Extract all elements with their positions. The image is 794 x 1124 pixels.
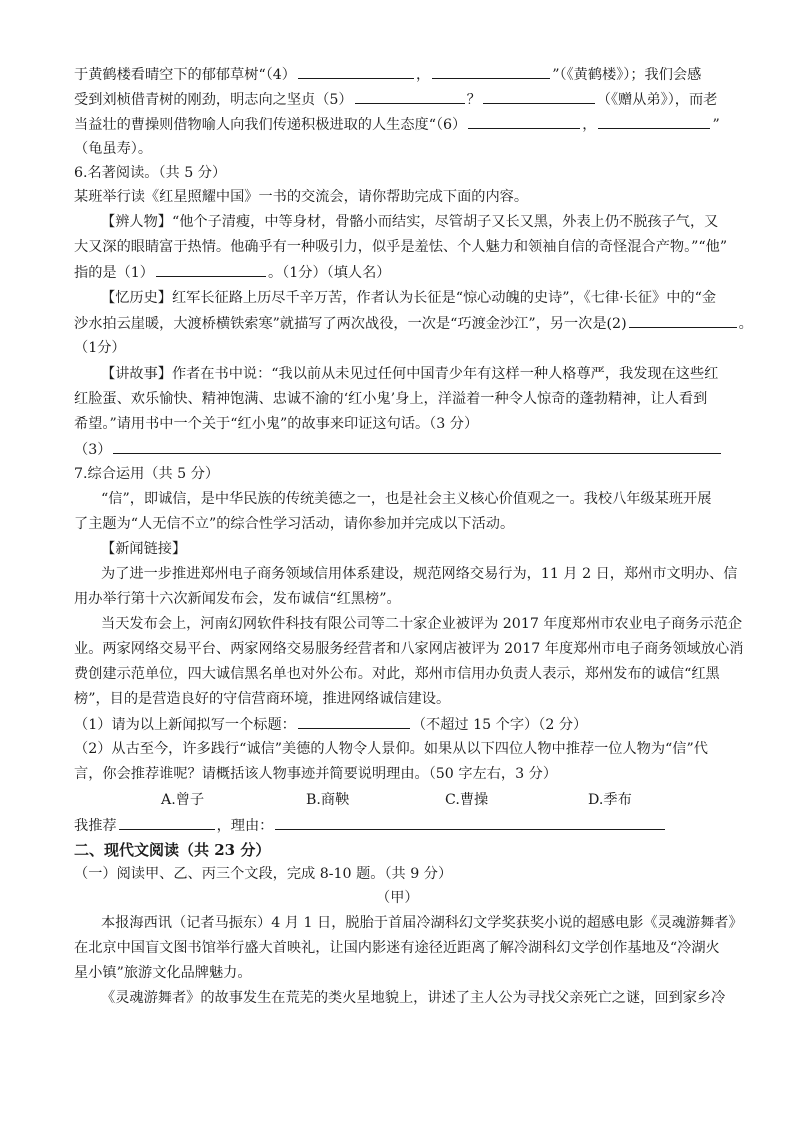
q6-story-line-2: 红脸蛋、欢乐愉快、精神饱满、忠诚不渝的‘红小鬼’身上，洋溢着一种令人惊奇的蓬勃精神，让人看到 — [74, 391, 708, 407]
q6-history-line-3: （1分） — [74, 340, 126, 356]
jia-line-3: 星小镇”旅游文化品牌魅力。 — [74, 965, 252, 981]
q6-story-line-3: 希望。”请用书中一个关于“红小鬼”的故事来印证这句话。（3 分） — [74, 416, 479, 432]
q6-intro: 某班举行读《红星照耀中国》一书的交流会，请你帮助完成下面的内容。 — [74, 189, 529, 205]
q6-identify-line-3: 指的是（1） 。（1分）（填人名） — [74, 262, 390, 283]
option-d[interactable]: D.季布 — [588, 792, 632, 808]
q7-sub2-line-1: （2）从古至今，许多践行“诚信”美德的人物令人景仰。如果从以下四位人物中推荐一位人物为“信”代 — [74, 741, 708, 757]
q6-identify-line-2: 大又深的眼睛富于热情。他确乎有一种吸引力，似乎是羞怯、个人魅力和领袖自信的奇怪混合产物。”“他” — [74, 239, 728, 255]
blank-4a[interactable] — [298, 64, 414, 79]
poem-line-3: 当益壮的曹操则借物喻人向我们传递积极进取的人生态度“（6） ， ” — [74, 114, 720, 135]
blank-q6-3[interactable] — [113, 439, 721, 454]
q6-story-answer-line: （3） — [74, 439, 723, 460]
poem-line-4: （龟虽寿）。 — [74, 141, 153, 157]
news-line-6: 榜”，目的是营造良好的守信营商环境，推进网络诚信建设。 — [74, 691, 451, 707]
jia-line-1: 本报海西讯（记者马振东）4 月 1 日，脱胎于首届冷湖科幻文学奖获奖小说的超感电影《灵魂游舞者》 — [101, 915, 743, 931]
section-2-heading: 二、现代文阅读（共 23 分） — [74, 841, 271, 859]
news-line-5: 费创建示范单位，四大诚信黑名单也对外公布。对此，郑州市信用办负责人表示，郑州发布的诚信“红黑 — [74, 666, 720, 682]
blank-recommend-reason[interactable] — [275, 815, 665, 830]
blank-recommend-person[interactable] — [119, 815, 215, 830]
jia-line-4: 《灵魂游舞者》的故事发生在荒芜的类火星地貌上，讲述了主人公为寻找父亲死亡之谜，回到家乡冷 — [101, 990, 726, 1006]
q7-intro-line-1: “信”，即诚信，是中华民族的传统美德之一，也是社会主义核心价值观之一。我校八年级某班开展 — [101, 491, 712, 507]
q6-title: 6.名著阅读。（共 5 分） — [74, 165, 227, 181]
jia-line-2: 在北京中国盲文图书馆举行盛大首映礼，让国内影迷有途径近距离了解冷湖科幻文学创作基地及“冷湖火 — [74, 940, 720, 956]
blank-q6-2[interactable] — [629, 313, 737, 328]
q6-identify-line-1: 【辨人物】“他个子清瘦，中等身材，骨骼小而结实，尽管胡子又长又黑，外表上仍不脱孩子气，又 — [101, 214, 719, 230]
poem-line-1: 于黄鹤楼看晴空下的郁郁草树“（4） ， ”（《黄鹤楼》）；我们会感 — [74, 64, 701, 85]
poem-line-2: 受到刘桢借青树的刚劲，明志向之坚贞（5） ？ （《赠从弟》），而老 — [74, 89, 717, 110]
news-line-4: 业。两家网络交易平台、两家网络交易服务经营者和八家网店被评为 2017 年度郑州市电子商务领域放心消 — [74, 641, 744, 657]
blank-4b[interactable] — [432, 64, 550, 79]
option-a[interactable]: A.曾子 — [161, 792, 205, 808]
q7-sub2-line-2: 言，你会推荐谁呢？请概括该人物事迹并简要说明理由。（50 字左右，3 分） — [74, 766, 558, 782]
q7-news-label: 【新闻链接】 — [101, 541, 187, 557]
news-line-3: 当天发布会上，河南幻网软件科技有限公司等二十家企业被评为 2017 年度郑州市农业电子商务示范企 — [101, 616, 743, 632]
q7-intro-line-2: 了主题为“人无信不立”的综合性学习活动，请你参加并完成以下活动。 — [74, 516, 515, 532]
blank-5a[interactable] — [355, 89, 465, 104]
q6-history-line-1: 【忆历史】红军长征路上历尽千辛万苦，作者认为长征是“惊心动魄的史诗”，《七律·长征》中的“金 — [101, 290, 717, 306]
blank-q7-headline[interactable] — [298, 714, 410, 729]
option-c[interactable]: C.曹操 — [445, 792, 489, 808]
blank-q6-1[interactable] — [156, 262, 266, 277]
news-line-1: 为了进一步推进郑州电子商务领域信用体系建设，规范网络交易行为，11 月 2 日，郑州市文明办、信 — [101, 566, 738, 582]
q6-story-line-1: 【讲故事】作者在书中说：“我以前从未见过任何中国青少年有这样一种人格尊严，我发现在这些红 — [101, 366, 719, 382]
q7-sub1: （1）请为以上新闻拟写一个标题： （不超过 15 个字）（2 分） — [74, 714, 587, 735]
blank-5b[interactable] — [483, 89, 595, 104]
blank-6a[interactable] — [468, 114, 580, 129]
q7-title: 7.综合运用（共 5 分） — [74, 466, 220, 482]
q7-recommend-line: 我推荐 ，理由： — [74, 815, 667, 836]
blank-6b[interactable] — [598, 114, 710, 129]
news-line-2: 用办举行第十六次新闻发布会，发布诚信“红黑榜”。 — [74, 591, 401, 607]
option-b[interactable]: B.商鞅 — [306, 792, 350, 808]
q6-history-line-2: 沙水拍云崖暖，大渡桥横铁索寒”就描写了两次战役，一次是“巧渡金沙江”，另一次是(2) 。 — [74, 313, 753, 334]
section-2-part-1: （一）阅读甲、乙、丙三个文段，完成 8-10 题。（共 9 分） — [74, 866, 453, 882]
passage-jia-label: （甲） — [376, 890, 419, 906]
